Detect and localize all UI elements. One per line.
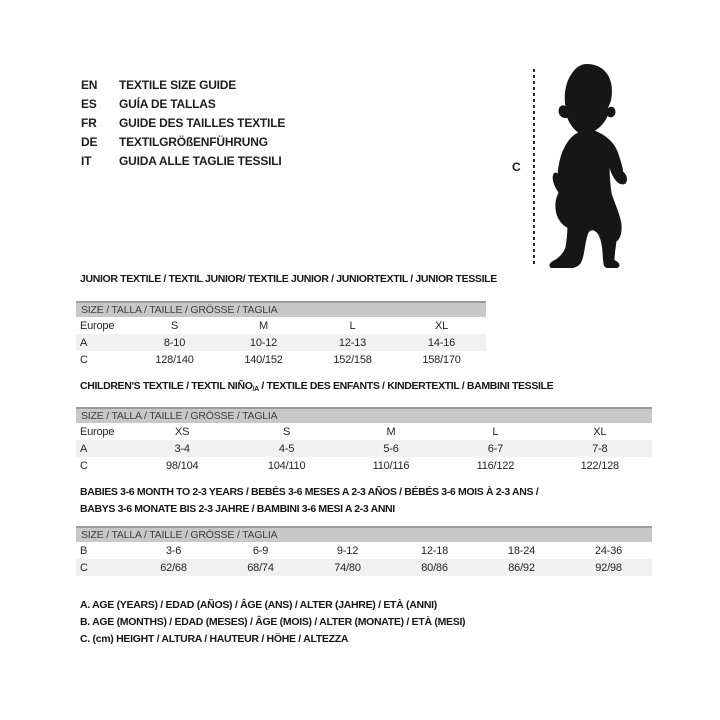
table-row-height xyxy=(76,457,652,474)
language-code: IT xyxy=(81,154,92,168)
table-cell: M xyxy=(386,425,396,438)
row-label: Europe xyxy=(80,319,115,332)
junior-size-table xyxy=(76,301,486,368)
table-row-europe xyxy=(76,423,652,440)
language-row-es xyxy=(81,95,285,114)
table-row-europe xyxy=(76,317,486,334)
children-size-table xyxy=(76,407,652,474)
table-cell: L xyxy=(349,319,356,332)
table-cell: 86/92 xyxy=(508,561,535,574)
table-header-bar: SIZE / TALLA / TAILLE / GRÖSSE / TAGLIA xyxy=(76,302,486,317)
row-label: A xyxy=(80,442,88,455)
row-label: A xyxy=(80,336,88,349)
table-cell: 6-7 xyxy=(487,442,504,455)
babies-size-table xyxy=(76,526,652,576)
table-row-age xyxy=(76,334,486,351)
language-row-en xyxy=(81,76,285,95)
table-cell: 10-12 xyxy=(249,336,278,349)
table-cell: 4-5 xyxy=(278,442,295,455)
language-list xyxy=(81,76,285,171)
table-cell: 80/86 xyxy=(421,561,448,574)
language-code: ES xyxy=(81,97,97,111)
table-cell: 140/152 xyxy=(244,353,283,366)
table-cell: 122/128 xyxy=(580,459,619,472)
table-cell: 62/68 xyxy=(160,561,187,574)
language-label: TEXTILE SIZE GUIDE xyxy=(119,78,237,92)
language-label: GUÍA DE TALLAS xyxy=(119,97,216,111)
row-label: B xyxy=(80,544,88,557)
height-measure-dashed-line xyxy=(533,69,535,265)
table-cell: 24-36 xyxy=(594,544,623,557)
table-row-height xyxy=(76,351,486,368)
table-row-age xyxy=(76,440,652,457)
table-cell: 3-6 xyxy=(165,544,182,557)
section-title-junior: JUNIOR TEXTILE / TEXTIL JUNIOR/ TEXTILE JUNIOR / JUNIORTEXTIL / JUNIOR TESSILE xyxy=(80,273,497,285)
language-code: EN xyxy=(81,78,98,92)
toddler-silhouette-icon xyxy=(544,62,632,268)
legend-height-cm: C. (cm) HEIGHT / ALTURA / HAUTEUR / HÖHE / ALTEZZA xyxy=(80,633,349,645)
table-cell: 92/98 xyxy=(595,561,622,574)
row-label: C xyxy=(80,353,88,366)
title-text: CHILDREN'S TEXTILE / TEXTIL NIÑO xyxy=(80,380,253,392)
table-cell: 74/80 xyxy=(334,561,361,574)
height-measure-label: C xyxy=(512,160,521,174)
row-label: C xyxy=(80,459,88,472)
table-cell: 12-13 xyxy=(338,336,367,349)
row-label: C xyxy=(80,561,88,574)
table-header-bar: SIZE / TALLA / TAILLE / GRÖSSE / TAGLIA xyxy=(76,527,652,542)
table-cell: XL xyxy=(434,319,449,332)
table-cell: XL xyxy=(593,425,607,438)
table-cell: M xyxy=(259,319,268,332)
row-label: Europe xyxy=(80,425,115,438)
legend-age-months: B. AGE (MONTHS) / EDAD (MESES) / ÂGE (MOIS) / ALTER (MONATE) / ETÀ (MESI) xyxy=(80,616,466,628)
section-title-children xyxy=(80,378,553,398)
table-cell: 98/104 xyxy=(165,459,199,472)
table-cell: 7-8 xyxy=(592,442,608,455)
table-row-height xyxy=(76,559,652,576)
table-cell: S xyxy=(170,319,179,332)
table-cell: 104/110 xyxy=(267,459,306,472)
legend xyxy=(80,597,465,648)
language-label: GUIDE DES TAILLES TEXTILE xyxy=(119,116,286,130)
table-cell: 14-16 xyxy=(427,336,456,349)
title-line-1: BABIES 3-6 MONTH TO 2-3 YEARS / BEBÉS 3-6 MESES A 2-3 AÑOS / BÉBÉS 3-6 MOIS À 2-3 ANS / xyxy=(80,486,539,498)
language-code: DE xyxy=(81,135,98,149)
language-row-de xyxy=(81,133,285,152)
language-label: GUIDA ALLE TAGLIE TESSILI xyxy=(119,154,282,168)
table-cell: 9-12 xyxy=(336,544,359,557)
table-cell: 128/140 xyxy=(155,353,194,366)
table-cell: 18-24 xyxy=(507,544,536,557)
table-cell: 8-10 xyxy=(163,336,186,349)
language-row-fr xyxy=(81,114,285,133)
title-text: / TEXTILE DES ENFANTS / KINDERTEXTIL / BAMBINI TESSILE xyxy=(258,380,554,392)
table-cell: 68/74 xyxy=(247,561,274,574)
table-header-bar: SIZE / TALLA / TAILLE / GRÖSSE / TAGLIA xyxy=(76,408,652,423)
table-cell: S xyxy=(283,425,291,438)
table-cell: 158/170 xyxy=(422,353,461,366)
table-cell: 152/158 xyxy=(333,353,372,366)
table-cell: XS xyxy=(175,425,190,438)
language-code: FR xyxy=(81,116,97,130)
table-cell: 12-18 xyxy=(420,544,449,557)
table-row-age-months xyxy=(76,542,652,559)
table-cell: 5-6 xyxy=(383,442,399,455)
table-cell: 116/122 xyxy=(476,459,515,472)
language-row-it xyxy=(81,152,285,171)
legend-age-years: A. AGE (YEARS) / EDAD (AÑOS) / ÂGE (ANS) / ALTER (JAHRE) / ETÀ (ANNI) xyxy=(80,599,437,611)
section-title-babies xyxy=(80,484,538,518)
table-cell: 110/116 xyxy=(372,459,410,472)
table-cell: 6-9 xyxy=(252,544,269,557)
table-cell: L xyxy=(492,425,499,438)
title-subscript: /A xyxy=(252,386,259,393)
baby-figure-area xyxy=(500,55,645,280)
table-cell: 3-4 xyxy=(174,442,190,455)
title-line-2: BABYS 3-6 MONATE BIS 2-3 JAHRE / BAMBINI 3-6 MESI A 2-3 ANNI xyxy=(80,503,395,515)
language-label: TEXTILGRÖßENFÜHRUNG xyxy=(119,135,268,149)
